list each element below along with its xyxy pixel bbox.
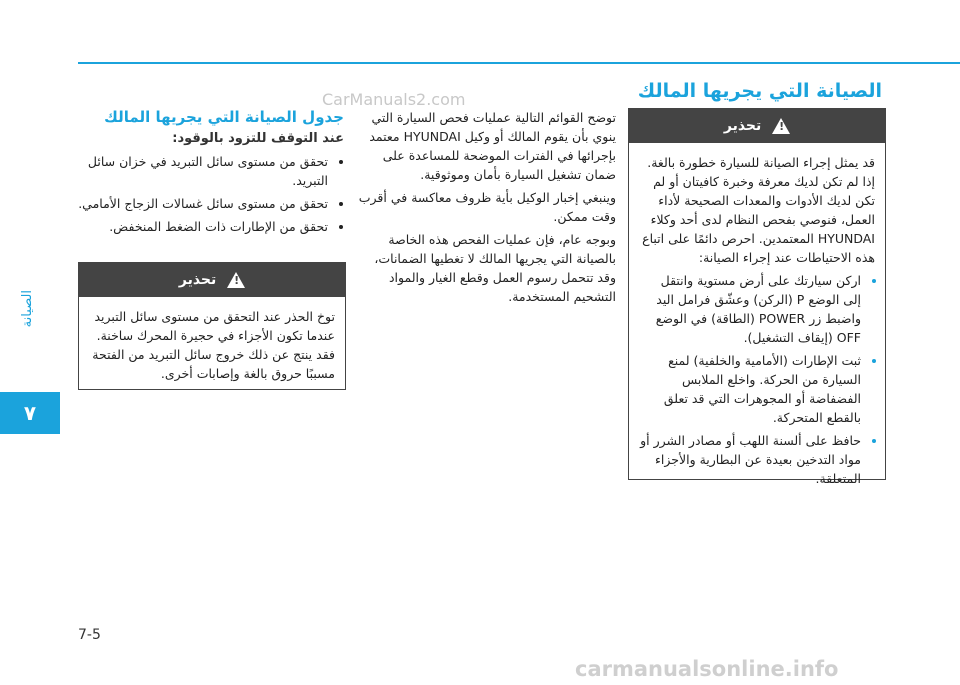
warning-icon: ! bbox=[227, 272, 245, 288]
watermark-bottom: carmanualsonline.info bbox=[575, 657, 839, 681]
warning-intro: قد يمثل إجراء الصيانة للسيارة خطورة بالغة. إذا لم تكن لديك معرفة وخبرة كافيتان أو لم تكن لديك الأدوات والمعدات الصحيحة لأداء العمل، فنوصي بفحص النظام لدى أحد وكلاء HYUNDAI المعتمدين. احرص دائمًا على اتباع هذه الاحتياطات عند إجراء الصيانة: bbox=[642, 155, 875, 265]
warning-icon: ! bbox=[772, 118, 790, 134]
paragraph: توضح القوائم التالية عمليات فحص السيارة التي ينوي بأن يقوم المالك أو وكيل HYUNDAI معتمد بإجرائها في الفترات الموضحة للمساعدة على ضمان تشغيل السيارة بأمان وموثوقية. bbox=[369, 110, 616, 182]
header-rule bbox=[78, 62, 960, 64]
list-item: • تحقق من الإطارات ذات الضغط المنخفض. bbox=[78, 217, 328, 236]
warning-header bbox=[79, 263, 345, 297]
warning-body bbox=[629, 143, 885, 502]
list-item: • تحقق من مستوى سائل التبريد في خزان سائل التبريد. bbox=[78, 152, 328, 190]
sub-title: عند التوقف للتزود بالوقود: bbox=[172, 131, 344, 146]
sidebar bbox=[0, 0, 60, 685]
left-column bbox=[78, 108, 344, 240]
section-title: جدول الصيانة التي يجريها المالك bbox=[104, 108, 344, 126]
paragraph: وينبغي إخبار الوكيل بأية ظروف معاكسة في أقرب وقت ممكن. bbox=[358, 190, 616, 224]
watermark-top: CarManuals2.com bbox=[322, 90, 466, 109]
list-item: • اركن سيارتك على أرض مستوية وانتقل إلى الوضع P (الركن) وعشّق فرامل اليد واضبط زر POWER (الطاقة) في الوضع OFF (إيقاف التشغيل). bbox=[639, 271, 861, 347]
checklist bbox=[78, 152, 344, 236]
page-number: 7-5 bbox=[78, 627, 101, 643]
warning-box-maintenance bbox=[628, 108, 886, 486]
paragraph: وبوجه عام، فإن عمليات الفحص هذه الخاصة بالصيانة التي يجريها المالك لا تغطيها الضمانات، وقد تتحمل رسوم العمل وقطع الغيار والمواد التشحيم المستخدمة. bbox=[374, 232, 616, 304]
warning-header-label: تحذير bbox=[178, 272, 217, 288]
warning-header bbox=[629, 109, 885, 143]
warning-box-coolant bbox=[78, 262, 346, 390]
section-label: الصيانة bbox=[20, 290, 35, 328]
list-item: • ثبت الإطارات (الأمامية والخلفية) لمنع السيارة من الحركة. واخلع الملابس الفضفاضة أو المجوهرات التي قد تعلق بالقطع المتحركة. bbox=[639, 351, 861, 427]
warning-text: توخ الحذر عند التحقق من مستوى سائل التبريد عندما تكون الأجزاء في حجيرة المحرك ساخنة. فقد ينتج عن ذلك خروج سائل التبريد من الفتحة مسببًا حروق بالغة وإصابات أخرى. bbox=[92, 309, 335, 381]
warning-list bbox=[639, 271, 875, 488]
middle-column bbox=[354, 108, 616, 310]
list-item: • تحقق من مستوى سائل غسالات الزجاج الأمامي. bbox=[78, 194, 328, 213]
list-item: • حافظ على ألسنة اللهب أو مصادر الشرر أو مواد التدخين بعيدة عن البطارية والأجزاء المتعلقة. bbox=[639, 431, 861, 488]
page-title: الصيانة التي يجريها المالك bbox=[637, 80, 882, 102]
chapter-tab: ٧ bbox=[0, 392, 60, 434]
warning-header-label: تحذير bbox=[723, 118, 762, 134]
